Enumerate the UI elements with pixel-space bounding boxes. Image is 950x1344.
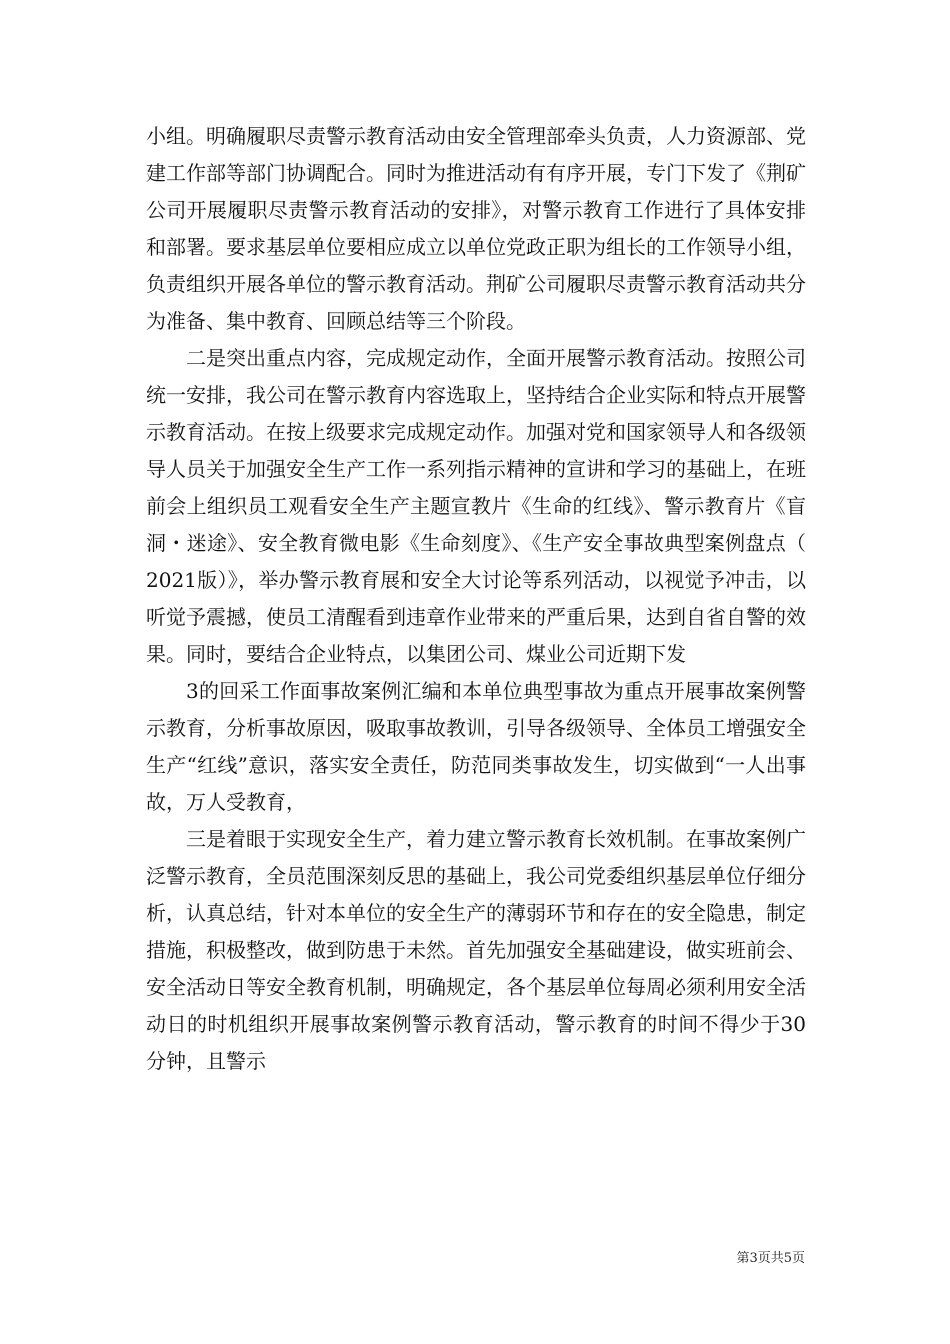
paragraph-4: 三是着眼于实现安全生产，着力建立警示教育长效机制。在事故案例广泛警示教育，全员范围深刻反思的基础上，我公司党委组织基层单位仔细分析，认真总结，针对本单位的安全生产的薄弱环节和存在的安全隐患，制定措施，积极整改，做到防患于未然。首先加强安全基础建设，做实班前会、安全活动日等安全教育机制，明确规定，各个基层单位每周必须利用安全活动日的时机组织开展事故案例警示教育活动，警示教育的时间不得少于30分钟，且警示 (146, 827, 806, 1073)
paragraph-3: 3的回采工作面事故案例汇编和本单位典型事故为重点开展事故案例警示教育，分析事故原因，吸取事故教训，引导各级领导、全体员工增强安全生产“红线”意识，落实安全责任，防范同类事故发生，切实做到“一人出事故，万人受教育， (146, 679, 806, 814)
paragraph-1: 小组。明确履职尽责警示教育活动由安全管理部牵头负责，人力资源部、党建工作部等部门协调配合。同时为推进活动有有序开展，专门下发了《荆矿公司开展履职尽责警示教育活动的安排》，对警示教育工作进行了具体安排和部署。要求基层单位要相应成立以单位党政正职为组长的工作领导小组，负责组织开展各单位的警示教育活动。荆矿公司履职尽责警示教育活动共分为准备、集中教育、回顾总结等三个阶段。 (146, 124, 806, 333)
document-body (146, 118, 806, 1080)
paragraph-2: 二是突出重点内容，完成规定动作，全面开展警示教育活动。按照公司统一安排，我公司在警示教育内容选取上，坚持结合企业实际和特点开展警示教育活动。在按上级要求完成规定动作。加强对党和国家领导人和各级领导人员关于加强安全生产工作一系列指示精神的宣讲和学习的基础上，在班前会上组织员工观看安全生产主题宣教片《生命的红线》、警示教育片《盲洞・迷途》、安全教育微电影《生命刻度》、《生产安全事故典型案例盘点（2021版）》，举办警示教育展和安全大讨论等系列活动，以视觉予冲击，以听觉予震撼，使员工清醒看到违章作业带来的严重后果，达到自省自警的效果。同时，要结合企业特点，以集团公司、煤业公司近期下发 (146, 346, 806, 666)
page-number-footer: 第3页共5页 (736, 1251, 805, 1266)
